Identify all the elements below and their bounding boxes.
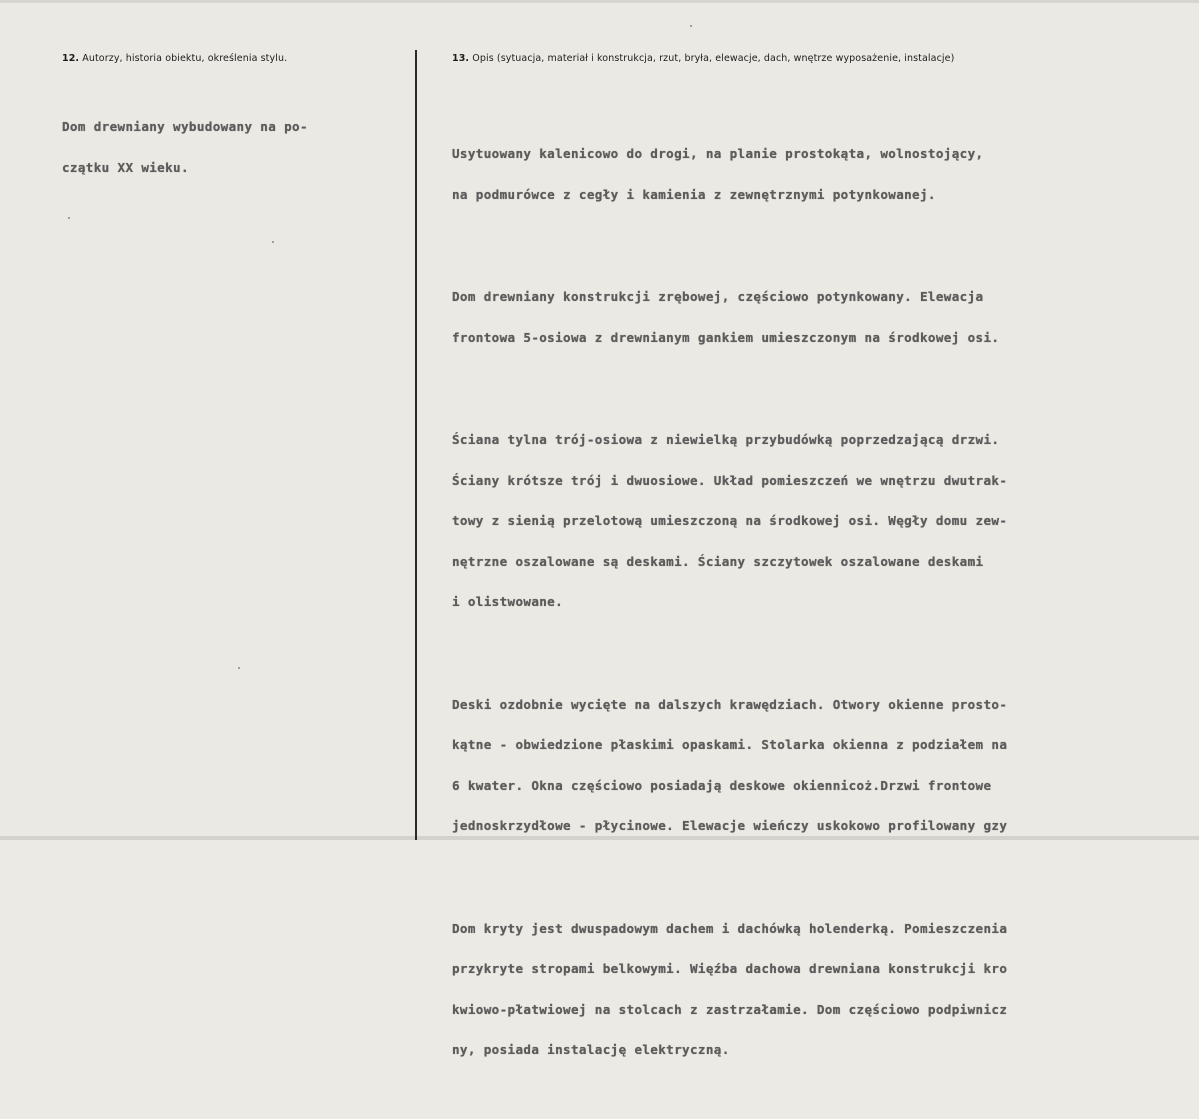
paragraph-roof <box>452 895 1172 1084</box>
section-13-header <box>452 53 954 64</box>
text-line: czątku XX wieku. <box>62 159 189 175</box>
section-12-title: Autorzy, historia obiektu, określenia stylu. <box>82 53 288 64</box>
paragraph-walls <box>452 406 1172 636</box>
section-12-header <box>62 53 287 64</box>
text-line: Dom drewniany konstrukcji zrębowej, częściowo potynkowany. Elewacja <box>452 289 984 304</box>
text-line: kątne - obwiedzione płaskimi opaskami. Stolarka okienna z podziałem na <box>452 737 1008 752</box>
top-paper-edge <box>0 0 1199 3</box>
text-line: Dom kryty jest dwuspadowym dachem i dachówką holenderką. Pomieszczenia <box>452 920 1008 936</box>
paper-speck <box>690 25 692 27</box>
paper-speck <box>272 241 274 243</box>
text-line: na podmurówce z cegły i kamienia z zewnętrznymi potynkowanej. <box>452 186 936 202</box>
section-13-title: Opis (sytuacja, materiał i konstrukcja, rzut, bryła, elewacje, dach, wnętrze wyposażenie, instalacje) <box>472 53 955 64</box>
paper-speck <box>238 667 240 669</box>
text-line: przykryte stropami belkowymi. Więźba dachowa drewniana konstrukcji kro <box>452 961 1008 976</box>
text-line: Ściana tylna trój-osiowa z niewielką przybudówką poprzedzającą drzwi. <box>452 432 1000 447</box>
text-line: 6 kwater. Okna częściowo posiadają deskowe okiennicoż.Drzwi frontowe <box>452 777 992 793</box>
section-13-number: 13. <box>452 53 470 64</box>
paragraph-situation <box>452 120 1172 228</box>
text-line: Dom drewniany wybudowany na po- <box>62 119 308 134</box>
text-line: frontowa 5-osiowa z drewnianym gankiem umieszczonym na środkowej osi. <box>452 329 1000 345</box>
text-line: i olistwowane. <box>452 594 564 609</box>
text-line: kwiowo-płatwiowej na stolcach z zastrzałamie. Dom częściowo podpiwnicz <box>452 1001 1008 1017</box>
paragraph-details <box>452 671 1172 860</box>
text-line: Ściany krótsze trój i dwuosiowe. Układ pomieszczeń we wnętrzu dwutrak- <box>452 472 1008 488</box>
text-line: Usytuowany kalenicowo do drogi, na planie prostokąta, wolnostojący, <box>452 146 984 161</box>
text-line: towy z sienią przelotową umieszczoną na środkowej osi. Węgły domu zew- <box>452 513 1008 528</box>
text-line: nętrzne oszalowane są deskami. Ściany szczytowek oszalowane deskami <box>452 553 984 569</box>
section-12-text <box>62 93 308 201</box>
section-13-text <box>452 93 1172 1119</box>
text-line: jednoskrzydłowe - płycinowe. Elewacje wieńczy uskokowo profilowany gzy <box>452 818 1008 833</box>
paragraph-construction <box>452 263 1172 371</box>
section-12-number: 12. <box>62 53 80 64</box>
text-line: ny, posiada instalację elektryczną. <box>452 1042 730 1057</box>
paper-speck <box>68 217 70 219</box>
column-divider <box>415 50 417 840</box>
text-line: Deski ozdobnie wycięte na dalszych krawędziach. Otwory okienne prosto- <box>452 696 1008 712</box>
